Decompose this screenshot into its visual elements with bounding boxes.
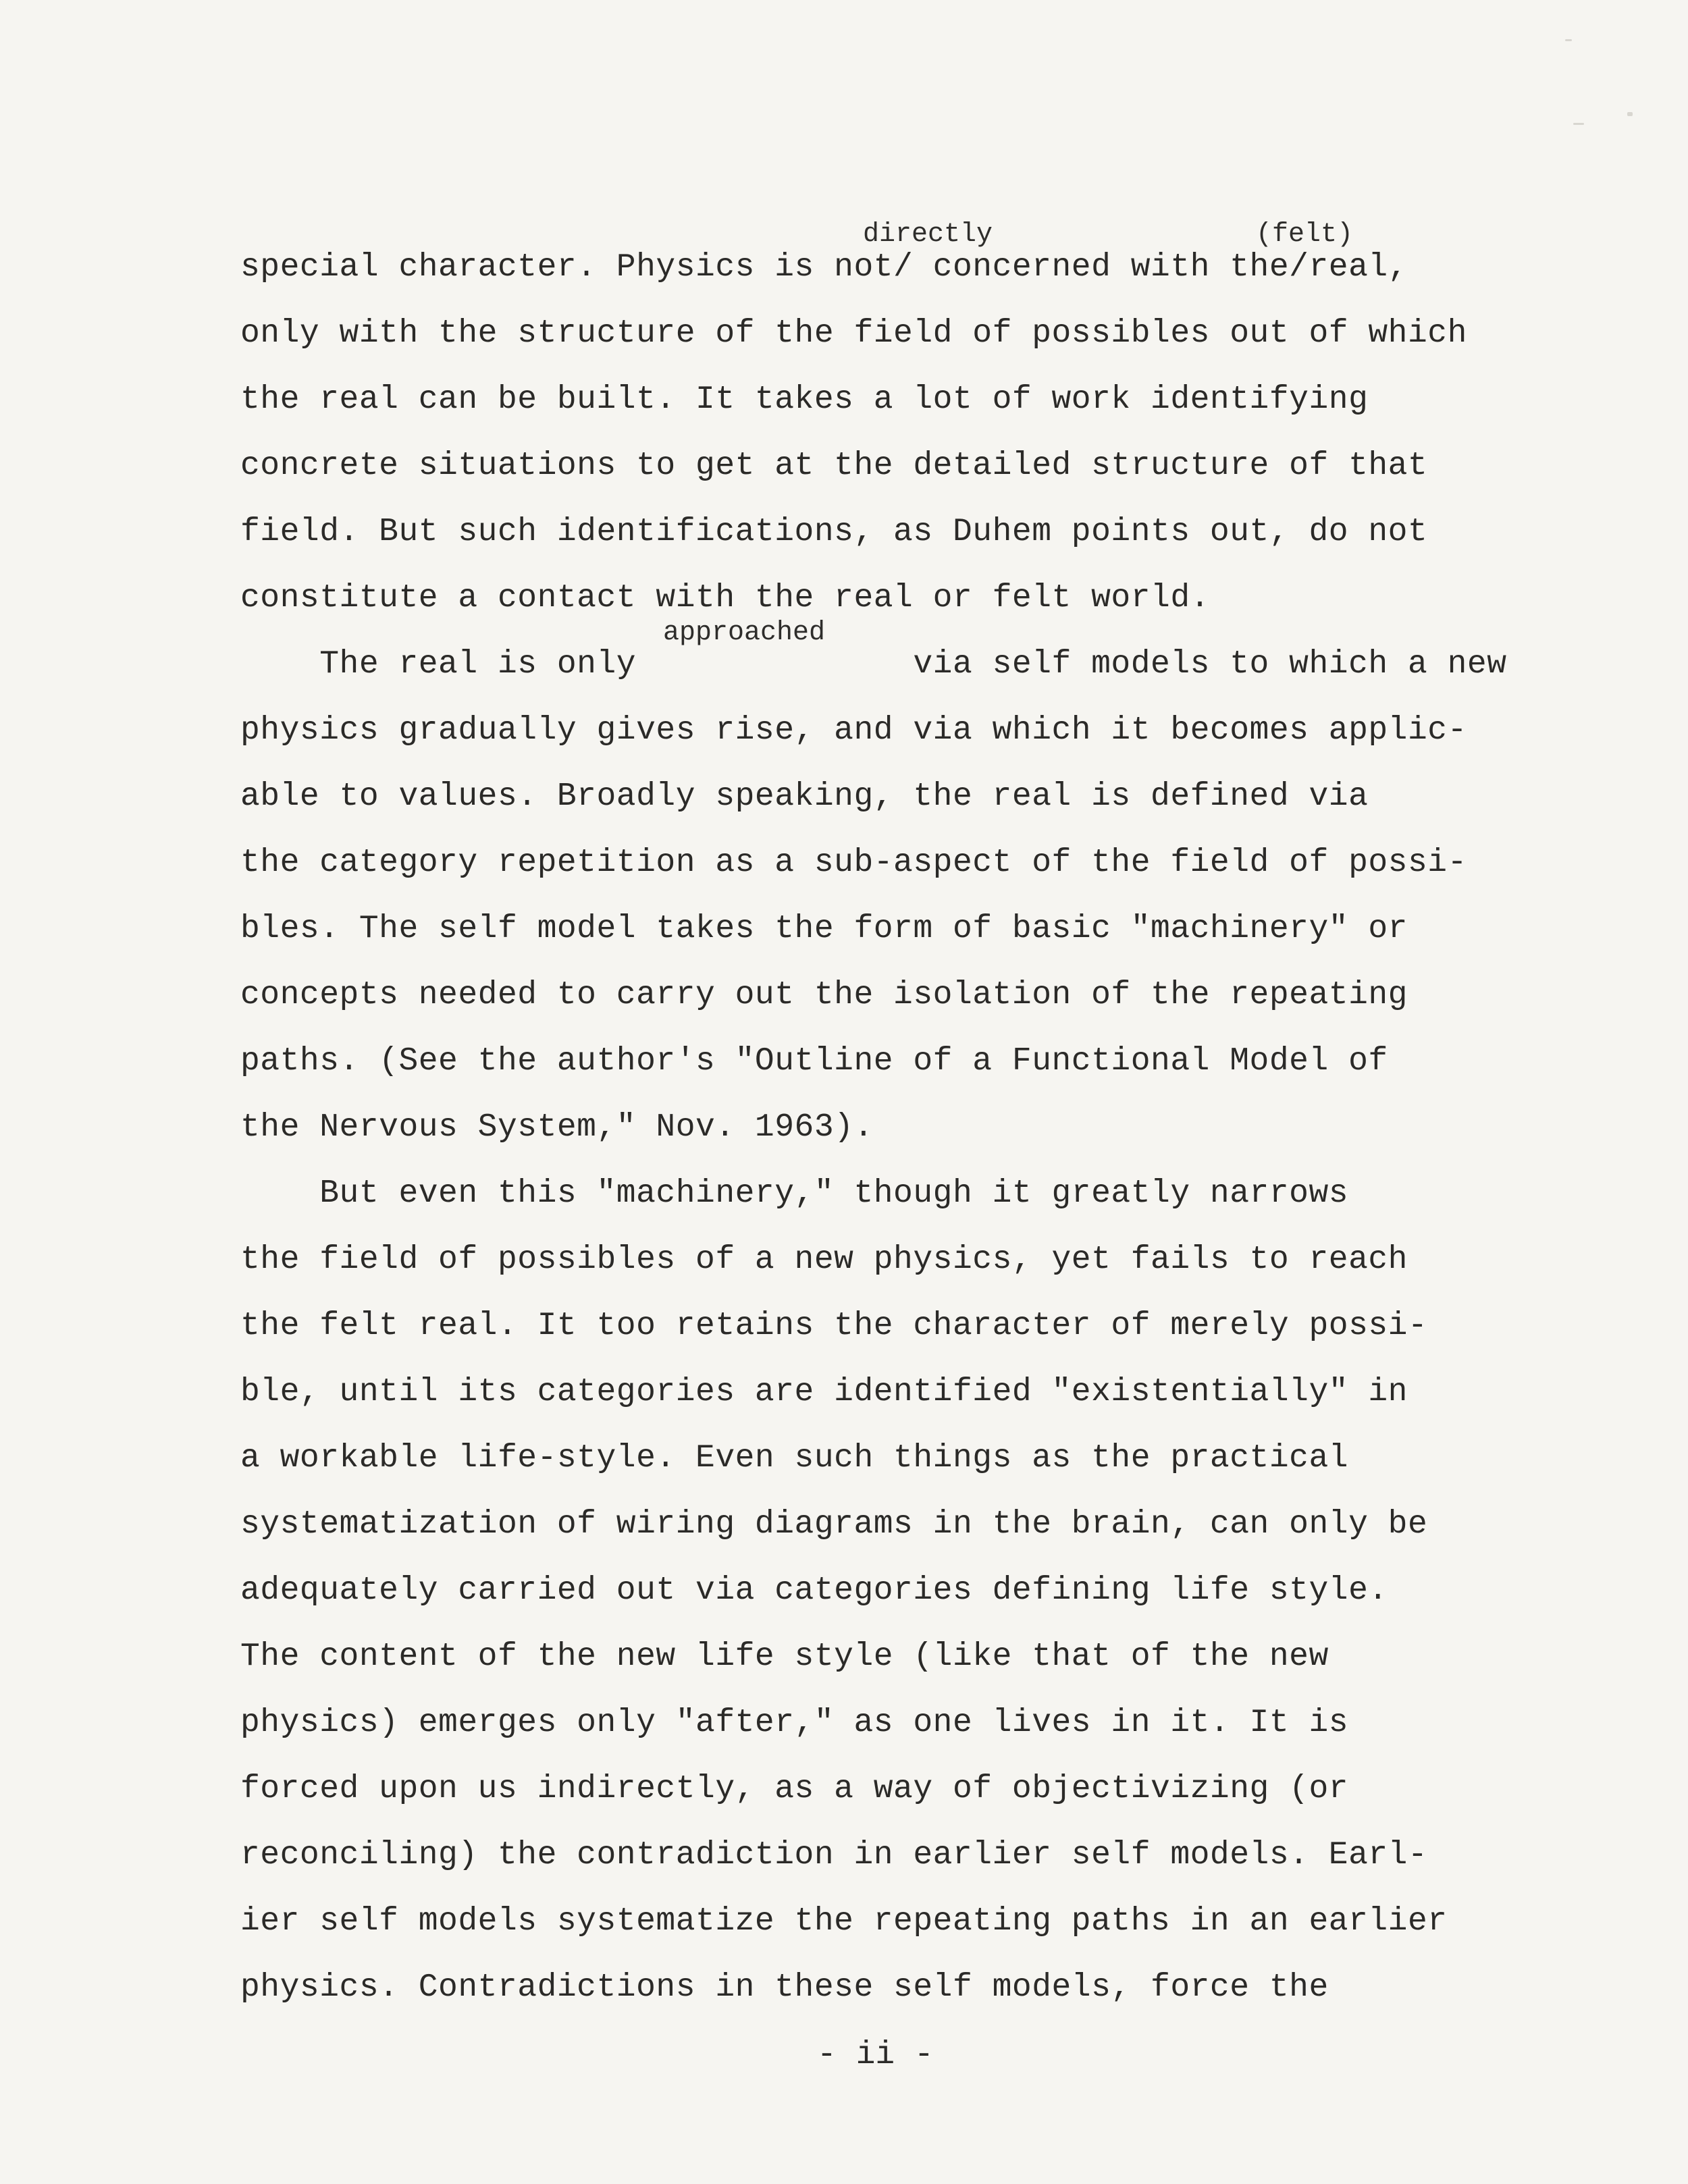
text-line: The content of the new life style (like that of the new [240,1639,1329,1675]
text-line: forced upon us indirectly, as a way of objectivizing (or [240,1771,1349,1807]
text-line: concrete situations to get at the detailed structure of that [240,448,1428,484]
text-line: bles. The self model takes the form of basic "machinery" or [240,911,1408,947]
text-line: able to values. Broadly speaking, the real is defined via [240,778,1369,815]
text-line: physics gradually gives rise, and via which it becomes applic- [240,712,1467,749]
text-line: field. But such identifications, as Duhem points out, do not [240,514,1428,550]
text-line: concepts needed to carry out the isolation of the repeating [240,977,1408,1013]
text-line: ier self models systematize the repeating paths in an earlier [240,1903,1448,1940]
paragraph-start-line: But even this "machinery," though it greatly narrows [240,1175,1349,1212]
insertion-approached: approached [663,618,826,648]
text-line: adequately carried out via categories defining life style. [240,1572,1388,1609]
text-line: physics. Contradictions in these self models, force the [240,1969,1329,2006]
text-line: the real can be built. It takes a lot of work identifying [240,381,1369,418]
text-line: the felt real. It too retains the character of merely possi- [240,1308,1428,1344]
text-line: ble, until its categories are identified "existentially" in [240,1374,1408,1410]
text-line: physics) emerges only "after," as one lives in it. It is [240,1705,1349,1741]
text-line: the field of possibles of a new physics, yet fails to reach [240,1242,1408,1278]
paragraph-start-line: The real is only via self models to which a new [240,646,1507,683]
text-line: constitute a contact with the real or felt world. [240,580,1210,616]
text-line: the Nervous System," Nov. 1963). [240,1109,874,1146]
text-line: reconciling) the contradiction in earlier self models. Earl- [240,1837,1428,1873]
text-line: a workable life-style. Even such things as the practical [240,1440,1349,1476]
insertion-directly: directly [863,219,993,250]
text-line: only with the structure of the field of possibles out of which [240,315,1467,352]
text-line: special character. Physics is not/ concerned with the/real, [240,249,1408,286]
text-line: paths. (See the author's "Outline of a Functional Model of [240,1043,1388,1080]
paper-mark [1565,39,1572,41]
text-line: the category repetition as a sub-aspect of the field of possi- [240,845,1467,881]
page-number: - ii - [817,2037,934,2073]
paper-mark [1627,112,1633,116]
insertion-felt: (felt) [1256,219,1354,250]
text-line: systematization of wiring diagrams in the brain, can only be [240,1506,1428,1543]
paper-mark [1573,123,1584,125]
